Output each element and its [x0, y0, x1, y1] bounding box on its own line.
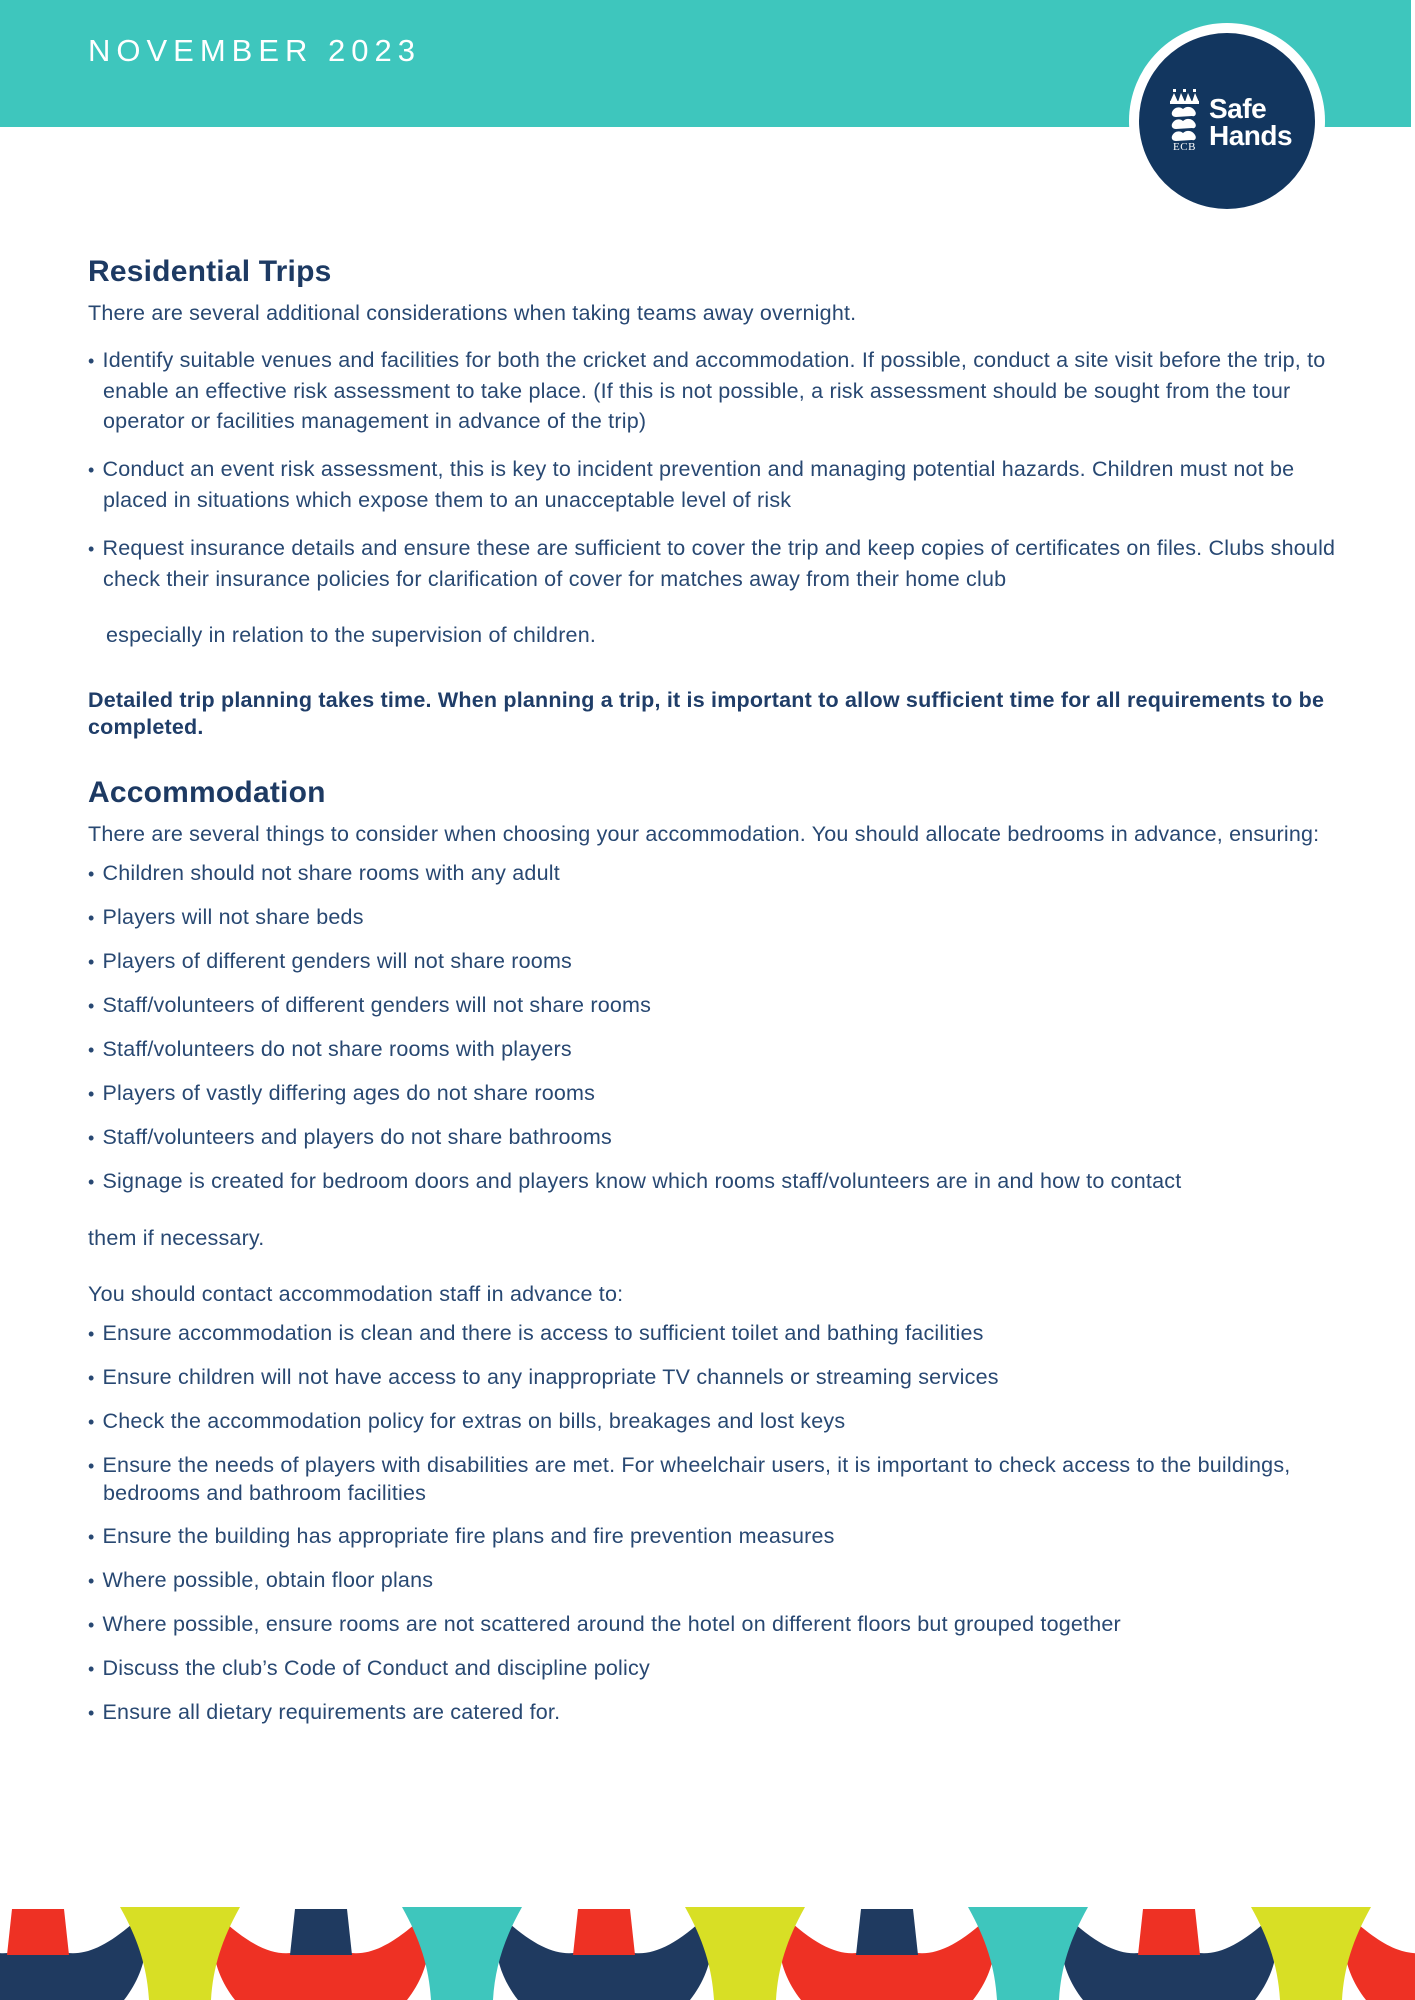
- brand-line-2: Hands: [1209, 120, 1293, 151]
- bullet-item: • Staff/volunteers of different genders will not share rooms: [88, 992, 1350, 1020]
- jumper-pattern-footer: [0, 1905, 1415, 2000]
- section-heading: Accommodation: [88, 776, 326, 809]
- ecb-crest-icon: [1164, 89, 1206, 151]
- svg-text:ECB: ECB: [1173, 141, 1196, 151]
- bullet-item: • Conduct an event risk assessment, this is key to incident prevention and managing potential hazards. Children must not be placed in situations which expose them to an unacceptable level of risk: [88, 454, 1350, 515]
- bullet-item: • Discuss the club’s Code of Conduct and discipline policy: [88, 1655, 1350, 1683]
- sweater-collar: [290, 1909, 352, 1955]
- bullet-item: • Players of vastly differing ages do not share rooms: [88, 1080, 1350, 1108]
- planning-note: Detailed trip planning takes time. When planning a trip, it is important to allow sufficient time for all requirements to be completed.: [88, 688, 1325, 739]
- bullet-item: • Ensure the needs of players with disabilities are met. For wheelchair users, it is important to check access to the buildings, bedrooms and bathroom facilities: [88, 1452, 1350, 1507]
- bullet-item: • Children should not share rooms with any adult: [88, 860, 1350, 888]
- contact-staff-list: [88, 1320, 1350, 1727]
- sweater-collar: [7, 1909, 69, 1955]
- residential-bullet-list: [88, 345, 1350, 594]
- bullet-item: • Request insurance details and ensure these are sufficient to cover the trip and keep copies of certificates on files. Clubs should check their insurance policies for clarification of cover for matches away from their home club: [88, 533, 1350, 594]
- bullet-item: • Ensure accommodation is clean and there is access to sufficient toilet and bathing facilities: [88, 1320, 1350, 1348]
- section-intro: There are several things to consider when choosing your accommodation. You should allocate bedrooms in advance, ensuring:: [88, 822, 1320, 846]
- continuation-line: especially in relation to the supervision of children.: [106, 623, 597, 647]
- bullet-item: • Staff/volunteers and players do not share bathrooms: [88, 1124, 1350, 1152]
- bullet-item: • Where possible, ensure rooms are not scattered around the hotel on different floors but grouped together: [88, 1611, 1350, 1639]
- bullet-item: • Staff/volunteers do not share rooms with players: [88, 1036, 1350, 1064]
- safe-hands-logo: [1129, 23, 1325, 219]
- bullet-item: • Players of different genders will not share rooms: [88, 948, 1350, 976]
- section-intro: There are several additional considerations when taking teams away overnight.: [88, 301, 857, 325]
- brand-name: [1209, 95, 1292, 149]
- continuation-line: them if necessary.: [88, 1226, 265, 1250]
- bullet-item: • Players will not share beds: [88, 904, 1350, 932]
- section-heading: Residential Trips: [88, 255, 332, 288]
- bullet-item: • Signage is created for bedroom doors and players know which rooms staff/volunteers are in and how to contact: [88, 1168, 1350, 1196]
- brand-line-1: Safe: [1209, 93, 1267, 124]
- sweater-collar: [573, 1909, 635, 1955]
- logo-circle: [1139, 33, 1315, 209]
- section-residential-trips: [88, 256, 1350, 741]
- issue-date: NOVEMBER 2023: [88, 33, 421, 68]
- bullet-item: • Ensure children will not have access to any inappropriate TV channels or streaming services: [88, 1364, 1350, 1392]
- bullet-item: • Check the accommodation policy for extras on bills, breakages and lost keys: [88, 1408, 1350, 1436]
- section-accommodation: [88, 777, 1350, 1727]
- bullet-item: • Ensure all dietary requirements are catered for.: [88, 1699, 1350, 1727]
- bullet-item: • Ensure the building has appropriate fire plans and fire prevention measures: [88, 1523, 1350, 1551]
- bullet-item: • Identify suitable venues and facilities for both the cricket and accommodation. If possible, conduct a site visit before the trip, to enable an effective risk assessment to take place. (If this is not possible, a risk assessment should be sought from the tour operator or facilities management in advance of the trip): [88, 345, 1350, 436]
- bullet-item: • Where possible, obtain floor plans: [88, 1567, 1350, 1595]
- sweater-collar: [856, 1909, 918, 1955]
- sweater-collar: [1138, 1909, 1200, 1955]
- room-allocation-list: [88, 860, 1350, 1253]
- document-content: [88, 256, 1350, 1743]
- contact-intro: You should contact accommodation staff in advance to:: [88, 1282, 624, 1306]
